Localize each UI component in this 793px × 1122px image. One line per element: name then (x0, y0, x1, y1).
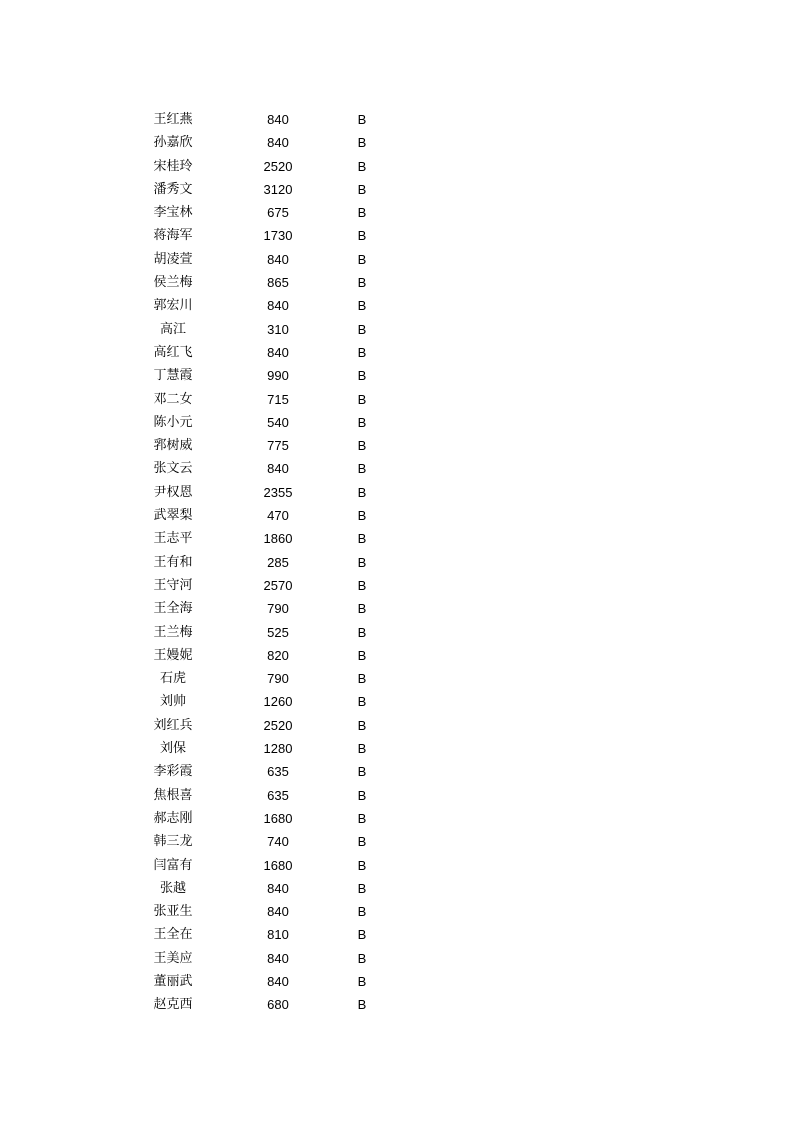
name-cell: 王兰梅 (153, 624, 193, 640)
grade-cell: B (357, 554, 367, 570)
table-row (0, 621, 793, 644)
table-row (0, 294, 793, 317)
grade-cell: B (357, 624, 367, 640)
name-cell: 邓二女 (153, 391, 193, 407)
amount-cell: 840 (267, 251, 289, 267)
table-row (0, 224, 793, 247)
name-cell: 韩三龙 (153, 834, 193, 850)
grade-cell: B (357, 601, 367, 617)
name-cell: 王全海 (153, 601, 193, 617)
amount-cell: 840 (267, 298, 289, 314)
table-row (0, 877, 793, 900)
grade-cell: B (357, 251, 367, 267)
grade-cell: B (357, 834, 367, 850)
amount-cell: 470 (267, 508, 289, 524)
grade-cell: B (357, 205, 367, 221)
grade-cell: B (357, 810, 367, 826)
amount-cell: 2520 (263, 158, 293, 174)
name-cell: 丁慧霞 (153, 368, 193, 384)
table-row (0, 271, 793, 294)
grade-cell: B (357, 135, 367, 151)
grade-cell: B (357, 904, 367, 920)
amount-cell: 990 (267, 368, 289, 384)
name-cell: 石虎 (159, 671, 186, 687)
table-row (0, 690, 793, 713)
name-cell: 陈小元 (153, 414, 193, 430)
amount-cell: 1260 (263, 694, 293, 710)
table-row (0, 900, 793, 923)
name-cell: 武翠梨 (153, 508, 193, 524)
amount-cell: 1730 (263, 228, 293, 244)
grade-cell: B (357, 275, 367, 291)
table-row (0, 993, 793, 1016)
name-cell: 尹权恩 (153, 484, 193, 500)
table-row (0, 667, 793, 690)
amount-cell: 840 (267, 112, 289, 127)
name-cell: 宋桂玲 (153, 158, 193, 174)
name-cell: 王美应 (153, 950, 193, 966)
table-row (0, 457, 793, 480)
name-cell: 焦根喜 (153, 787, 193, 803)
amount-cell: 840 (267, 135, 289, 151)
grade-cell: B (357, 368, 367, 384)
name-cell: 张文云 (153, 461, 193, 477)
name-cell: 蒋海军 (153, 228, 193, 244)
table-row (0, 714, 793, 737)
name-cell: 李彩霞 (153, 764, 193, 780)
amount-cell: 635 (267, 787, 289, 803)
table-row (0, 131, 793, 154)
grade-cell: B (357, 950, 367, 966)
amount-cell: 840 (267, 344, 289, 360)
name-cell: 刘保 (159, 741, 186, 757)
grade-cell: B (357, 112, 367, 127)
name-cell: 张亚生 (153, 904, 193, 920)
amount-cell: 840 (267, 904, 289, 920)
table-row (0, 341, 793, 364)
name-cell: 王志平 (153, 531, 193, 547)
grade-cell: B (357, 671, 367, 687)
amount-cell: 740 (267, 834, 289, 850)
amount-cell: 540 (267, 414, 289, 430)
amount-cell: 840 (267, 880, 289, 896)
name-cell: 潘秀文 (153, 181, 193, 197)
table-row (0, 551, 793, 574)
name-cell: 赵克西 (153, 997, 193, 1013)
amount-cell: 790 (267, 671, 289, 687)
table-row (0, 318, 793, 341)
grade-cell: B (357, 321, 367, 337)
name-cell: 侯兰梅 (153, 275, 193, 291)
grade-cell: B (357, 717, 367, 733)
amount-cell: 2570 (263, 577, 293, 593)
name-cell: 闫富有 (153, 857, 193, 873)
table-row (0, 784, 793, 807)
table-row (0, 830, 793, 853)
grade-cell: B (357, 414, 367, 430)
table-row (0, 201, 793, 224)
amount-cell: 1280 (263, 741, 293, 757)
table-row (0, 970, 793, 993)
amount-cell: 840 (267, 461, 289, 477)
amount-cell: 810 (267, 927, 289, 943)
grade-cell: B (357, 973, 367, 989)
amount-cell: 820 (267, 647, 289, 663)
table-row (0, 108, 793, 131)
amount-cell: 680 (267, 997, 289, 1013)
amount-cell: 285 (267, 554, 289, 570)
name-cell: 王全在 (153, 927, 193, 943)
grade-cell: B (357, 508, 367, 524)
amount-cell: 635 (267, 764, 289, 780)
grade-cell: B (357, 298, 367, 314)
table-row (0, 807, 793, 830)
table-row (0, 574, 793, 597)
name-cell: 高红飞 (153, 344, 193, 360)
name-cell: 李宝林 (153, 205, 193, 221)
name-cell: 王红燕 (153, 112, 193, 127)
amount-cell: 1680 (263, 810, 293, 826)
name-cell: 张越 (159, 880, 186, 896)
table-row (0, 644, 793, 667)
grade-cell: B (357, 181, 367, 197)
grade-cell: B (357, 158, 367, 174)
amount-cell: 790 (267, 601, 289, 617)
name-cell: 郭宏川 (153, 298, 193, 314)
grade-cell: B (357, 787, 367, 803)
table-row (0, 364, 793, 387)
amount-cell: 1680 (263, 857, 293, 873)
name-cell: 王有和 (153, 554, 193, 570)
amount-cell: 2355 (263, 484, 293, 500)
amount-cell: 1860 (263, 531, 293, 547)
name-cell: 刘红兵 (153, 717, 193, 733)
grade-cell: B (357, 438, 367, 454)
table-row (0, 388, 793, 411)
name-cell: 孙嘉欣 (153, 135, 193, 151)
amount-cell: 3120 (263, 181, 293, 197)
table-row (0, 597, 793, 620)
name-cell: 胡凌萱 (153, 251, 193, 267)
table-row (0, 155, 793, 178)
grade-cell: B (357, 484, 367, 500)
grade-cell: B (357, 344, 367, 360)
amount-cell: 865 (267, 275, 289, 291)
table-row (0, 248, 793, 271)
table-row (0, 923, 793, 946)
table-row (0, 411, 793, 434)
table-row (0, 481, 793, 504)
data-table (0, 108, 793, 1017)
grade-cell: B (357, 764, 367, 780)
grade-cell: B (357, 461, 367, 477)
name-cell: 董丽武 (153, 973, 193, 989)
grade-cell: B (357, 391, 367, 407)
grade-cell: B (357, 694, 367, 710)
table-row (0, 527, 793, 550)
table-row (0, 760, 793, 783)
name-cell: 刘帅 (159, 694, 186, 710)
table-row (0, 737, 793, 760)
name-cell: 郛树威 (153, 438, 193, 454)
amount-cell: 310 (267, 321, 289, 337)
grade-cell: B (357, 228, 367, 244)
grade-cell: B (357, 577, 367, 593)
grade-cell: B (357, 997, 367, 1013)
amount-cell: 775 (267, 438, 289, 454)
amount-cell: 525 (267, 624, 289, 640)
name-cell: 王嫚妮 (153, 647, 193, 663)
amount-cell: 840 (267, 950, 289, 966)
table-row (0, 854, 793, 877)
grade-cell: B (357, 647, 367, 663)
table-row (0, 947, 793, 970)
amount-cell: 675 (267, 205, 289, 221)
grade-cell: B (357, 880, 367, 896)
amount-cell: 2520 (263, 717, 293, 733)
grade-cell: B (357, 857, 367, 873)
name-cell: 高江 (159, 321, 186, 337)
grade-cell: B (357, 741, 367, 757)
table-row (0, 178, 793, 201)
grade-cell: B (357, 531, 367, 547)
name-cell: 王守河 (153, 577, 193, 593)
name-cell: 郝志刚 (153, 810, 193, 826)
amount-cell: 715 (267, 391, 289, 407)
amount-cell: 840 (267, 973, 289, 989)
table-row (0, 504, 793, 527)
table-row (0, 434, 793, 457)
grade-cell: B (357, 927, 367, 943)
